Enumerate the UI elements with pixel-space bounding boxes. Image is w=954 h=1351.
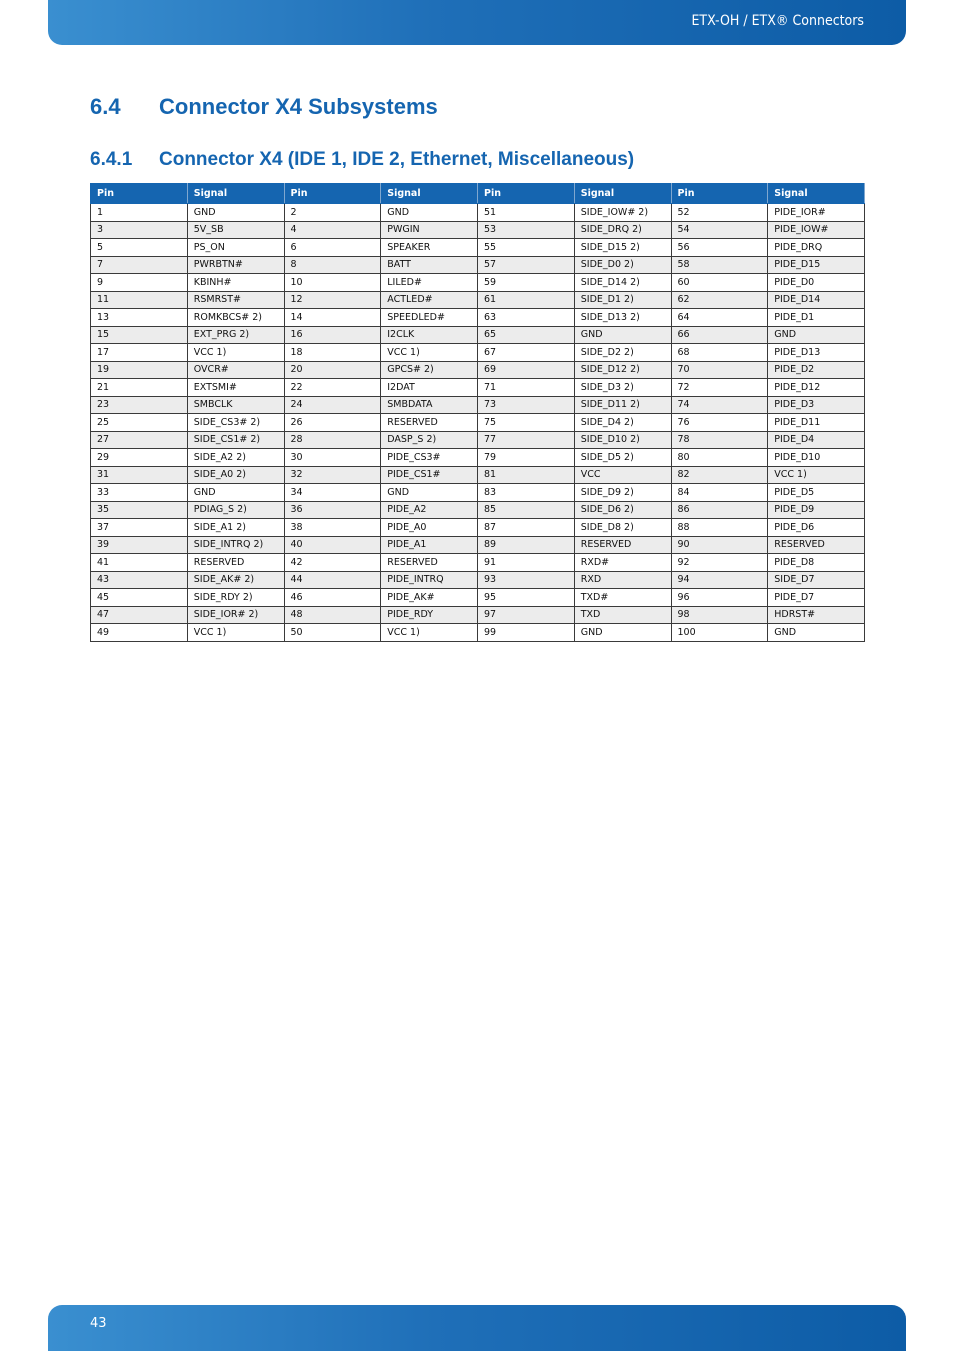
pin-number-cell: 8 xyxy=(284,256,381,274)
pin-number-cell: 75 xyxy=(478,414,575,432)
signal-name-cell: GND xyxy=(381,204,478,222)
signal-name-cell: GPCS# 2) xyxy=(381,361,478,379)
pin-number-cell: 16 xyxy=(284,326,381,344)
pin-number-cell: 22 xyxy=(284,379,381,397)
pin-number-cell: 48 xyxy=(284,606,381,624)
pin-number-cell: 21 xyxy=(91,379,188,397)
signal-name-cell: SIDE_AK# 2) xyxy=(187,571,284,589)
pin-number-cell: 33 xyxy=(91,484,188,502)
pin-number-cell: 7 xyxy=(91,256,188,274)
signal-name-cell: HDRST# xyxy=(768,606,865,624)
signal-name-cell: PDIAG_S 2) xyxy=(187,501,284,519)
pin-number-cell: 5 xyxy=(91,239,188,257)
signal-name-cell: GND xyxy=(768,326,865,344)
table-row xyxy=(91,519,865,537)
signal-name-cell: BATT xyxy=(381,256,478,274)
pin-number-cell: 97 xyxy=(478,606,575,624)
signal-name-cell: PIDE_D1 xyxy=(768,309,865,327)
signal-name-cell: PIDE_CS1# xyxy=(381,466,478,484)
signal-name-cell: VCC xyxy=(574,466,671,484)
signal-name-cell: VCC 1) xyxy=(381,624,478,642)
signal-name-cell: PIDE_D4 xyxy=(768,431,865,449)
subsection-heading xyxy=(90,149,634,171)
subsection-number: 6.4.1 xyxy=(90,149,133,170)
section-heading xyxy=(90,94,438,120)
pin-number-cell: 86 xyxy=(671,501,768,519)
signal-name-cell: SIDE_D13 2) xyxy=(574,309,671,327)
pin-number-cell: 9 xyxy=(91,274,188,292)
pin-number-cell: 36 xyxy=(284,501,381,519)
pin-number-cell: 64 xyxy=(671,309,768,327)
table-row xyxy=(91,624,865,642)
signal-name-cell: PIDE_INTRQ xyxy=(381,571,478,589)
pin-number-cell: 80 xyxy=(671,449,768,467)
pin-number-cell: 14 xyxy=(284,309,381,327)
pin-number-cell: 25 xyxy=(91,414,188,432)
signal-name-cell: SIDE_IOR# 2) xyxy=(187,606,284,624)
signal-name-cell: PIDE_D3 xyxy=(768,396,865,414)
table-row xyxy=(91,396,865,414)
pin-number-cell: 78 xyxy=(671,431,768,449)
signal-name-cell: SIDE_RDY 2) xyxy=(187,589,284,607)
signal-name-cell: SIDE_A0 2) xyxy=(187,466,284,484)
column-header-pin: Pin xyxy=(91,184,188,204)
signal-name-cell: RESERVED xyxy=(381,414,478,432)
pin-number-cell: 10 xyxy=(284,274,381,292)
pin-number-cell: 43 xyxy=(91,571,188,589)
signal-name-cell: OVCR# xyxy=(187,361,284,379)
signal-name-cell: I2CLK xyxy=(381,326,478,344)
pin-number-cell: 27 xyxy=(91,431,188,449)
pin-number-cell: 19 xyxy=(91,361,188,379)
signal-name-cell: SIDE_IOW# 2) xyxy=(574,204,671,222)
pin-number-cell: 34 xyxy=(284,484,381,502)
table-row xyxy=(91,554,865,572)
pin-number-cell: 18 xyxy=(284,344,381,362)
signal-name-cell: SIDE_D3 2) xyxy=(574,379,671,397)
signal-name-cell: PIDE_AK# xyxy=(381,589,478,607)
table-row xyxy=(91,326,865,344)
signal-name-cell: SIDE_CS3# 2) xyxy=(187,414,284,432)
signal-name-cell: SIDE_D15 2) xyxy=(574,239,671,257)
pin-number-cell: 42 xyxy=(284,554,381,572)
signal-name-cell: VCC 1) xyxy=(768,466,865,484)
pin-number-cell: 68 xyxy=(671,344,768,362)
header-title: ETX-OH / ETX® Connectors xyxy=(691,13,864,29)
pin-number-cell: 56 xyxy=(671,239,768,257)
pin-number-cell: 29 xyxy=(91,449,188,467)
signal-name-cell: ROMKBCS# 2) xyxy=(187,309,284,327)
signal-name-cell: PIDE_D9 xyxy=(768,501,865,519)
signal-name-cell: PIDE_D11 xyxy=(768,414,865,432)
pin-number-cell: 72 xyxy=(671,379,768,397)
signal-name-cell: GND xyxy=(381,484,478,502)
pin-number-cell: 11 xyxy=(91,291,188,309)
signal-name-cell: DASP_S 2) xyxy=(381,431,478,449)
signal-name-cell: PIDE_D8 xyxy=(768,554,865,572)
table-row xyxy=(91,484,865,502)
pin-number-cell: 45 xyxy=(91,589,188,607)
pin-number-cell: 91 xyxy=(478,554,575,572)
pin-number-cell: 82 xyxy=(671,466,768,484)
pin-number-cell: 17 xyxy=(91,344,188,362)
signal-name-cell: SIDE_D14 2) xyxy=(574,274,671,292)
signal-name-cell: VCC 1) xyxy=(381,344,478,362)
pin-number-cell: 71 xyxy=(478,379,575,397)
table-row xyxy=(91,256,865,274)
table-row xyxy=(91,606,865,624)
signal-name-cell: PIDE_D12 xyxy=(768,379,865,397)
pin-number-cell: 59 xyxy=(478,274,575,292)
signal-name-cell: TXD# xyxy=(574,589,671,607)
table-row xyxy=(91,449,865,467)
pin-number-cell: 6 xyxy=(284,239,381,257)
pin-number-cell: 13 xyxy=(91,309,188,327)
signal-name-cell: PIDE_A1 xyxy=(381,536,478,554)
signal-name-cell: GND xyxy=(187,484,284,502)
signal-name-cell: SIDE_DRQ 2) xyxy=(574,221,671,239)
signal-name-cell: PIDE_D7 xyxy=(768,589,865,607)
page-header xyxy=(48,0,906,45)
table-row xyxy=(91,309,865,327)
pin-number-cell: 58 xyxy=(671,256,768,274)
pin-number-cell: 1 xyxy=(91,204,188,222)
pin-number-cell: 87 xyxy=(478,519,575,537)
pin-number-cell: 84 xyxy=(671,484,768,502)
pin-number-cell: 77 xyxy=(478,431,575,449)
signal-name-cell: LILED# xyxy=(381,274,478,292)
pin-number-cell: 65 xyxy=(478,326,575,344)
signal-name-cell: GND xyxy=(574,326,671,344)
pin-number-cell: 49 xyxy=(91,624,188,642)
signal-name-cell: RESERVED xyxy=(381,554,478,572)
signal-name-cell: SIDE_A1 2) xyxy=(187,519,284,537)
pin-number-cell: 81 xyxy=(478,466,575,484)
signal-name-cell: RESERVED xyxy=(187,554,284,572)
table-row xyxy=(91,536,865,554)
column-header-pin: Pin xyxy=(478,184,575,204)
pin-number-cell: 55 xyxy=(478,239,575,257)
pin-number-cell: 39 xyxy=(91,536,188,554)
signal-name-cell: SIDE_D12 2) xyxy=(574,361,671,379)
table-row xyxy=(91,291,865,309)
signal-name-cell: PIDE_D14 xyxy=(768,291,865,309)
pin-number-cell: 60 xyxy=(671,274,768,292)
signal-name-cell: PIDE_D2 xyxy=(768,361,865,379)
signal-name-cell: EXT_PRG 2) xyxy=(187,326,284,344)
signal-name-cell: RXD xyxy=(574,571,671,589)
signal-name-cell: PS_ON xyxy=(187,239,284,257)
signal-name-cell: PIDE_IOR# xyxy=(768,204,865,222)
signal-name-cell: SIDE_CS1# 2) xyxy=(187,431,284,449)
pin-number-cell: 93 xyxy=(478,571,575,589)
pin-number-cell: 73 xyxy=(478,396,575,414)
signal-name-cell: PIDE_IOW# xyxy=(768,221,865,239)
pin-number-cell: 23 xyxy=(91,396,188,414)
table-row xyxy=(91,379,865,397)
pin-number-cell: 24 xyxy=(284,396,381,414)
signal-name-cell: RXD# xyxy=(574,554,671,572)
pin-number-cell: 85 xyxy=(478,501,575,519)
signal-name-cell: PIDE_A0 xyxy=(381,519,478,537)
pin-number-cell: 31 xyxy=(91,466,188,484)
signal-name-cell: PIDE_D15 xyxy=(768,256,865,274)
signal-name-cell: RESERVED xyxy=(768,536,865,554)
signal-name-cell: SIDE_D9 2) xyxy=(574,484,671,502)
pin-number-cell: 44 xyxy=(284,571,381,589)
pin-number-cell: 61 xyxy=(478,291,575,309)
table-row xyxy=(91,344,865,362)
signal-name-cell: PIDE_D10 xyxy=(768,449,865,467)
signal-name-cell: TXD xyxy=(574,606,671,624)
pin-number-cell: 76 xyxy=(671,414,768,432)
pin-number-cell: 66 xyxy=(671,326,768,344)
signal-name-cell: PIDE_DRQ xyxy=(768,239,865,257)
pin-number-cell: 70 xyxy=(671,361,768,379)
signal-name-cell: VCC 1) xyxy=(187,344,284,362)
signal-name-cell: SIDE_INTRQ 2) xyxy=(187,536,284,554)
signal-name-cell: PWRBTN# xyxy=(187,256,284,274)
pin-number-cell: 95 xyxy=(478,589,575,607)
signal-name-cell: SIDE_D4 2) xyxy=(574,414,671,432)
pin-number-cell: 92 xyxy=(671,554,768,572)
signal-name-cell: EXTSMI# xyxy=(187,379,284,397)
signal-name-cell: SIDE_D1 2) xyxy=(574,291,671,309)
signal-name-cell: PIDE_D0 xyxy=(768,274,865,292)
signal-name-cell: GND xyxy=(187,204,284,222)
pin-number-cell: 28 xyxy=(284,431,381,449)
pin-number-cell: 50 xyxy=(284,624,381,642)
signal-name-cell: SIDE_D8 2) xyxy=(574,519,671,537)
pin-number-cell: 3 xyxy=(91,221,188,239)
signal-name-cell: SIDE_D6 2) xyxy=(574,501,671,519)
pin-number-cell: 30 xyxy=(284,449,381,467)
pin-number-cell: 12 xyxy=(284,291,381,309)
pin-number-cell: 94 xyxy=(671,571,768,589)
column-header-signal: Signal xyxy=(381,184,478,204)
table-row xyxy=(91,361,865,379)
pin-number-cell: 69 xyxy=(478,361,575,379)
table-row xyxy=(91,221,865,239)
table-row xyxy=(91,466,865,484)
signal-name-cell: PWGIN xyxy=(381,221,478,239)
table-row xyxy=(91,501,865,519)
signal-name-cell: GND xyxy=(768,624,865,642)
column-header-pin: Pin xyxy=(284,184,381,204)
page-footer xyxy=(48,1305,906,1351)
signal-name-cell: RESERVED xyxy=(574,536,671,554)
pin-number-cell: 2 xyxy=(284,204,381,222)
pin-number-cell: 46 xyxy=(284,589,381,607)
pin-number-cell: 63 xyxy=(478,309,575,327)
table-row xyxy=(91,204,865,222)
signal-name-cell: SIDE_D0 2) xyxy=(574,256,671,274)
signal-name-cell: SMBCLK xyxy=(187,396,284,414)
signal-name-cell: KBINH# xyxy=(187,274,284,292)
table-row xyxy=(91,274,865,292)
pin-number-cell: 89 xyxy=(478,536,575,554)
pin-number-cell: 100 xyxy=(671,624,768,642)
pin-number-cell: 79 xyxy=(478,449,575,467)
pin-number-cell: 4 xyxy=(284,221,381,239)
pin-assignment-table xyxy=(90,183,865,642)
column-header-pin: Pin xyxy=(671,184,768,204)
signal-name-cell: SIDE_D5 2) xyxy=(574,449,671,467)
pin-number-cell: 37 xyxy=(91,519,188,537)
pin-number-cell: 41 xyxy=(91,554,188,572)
table-body xyxy=(91,204,865,642)
page-number: 43 xyxy=(90,1316,107,1331)
table-row xyxy=(91,589,865,607)
table-header-row xyxy=(91,184,865,204)
signal-name-cell: SIDE_D2 2) xyxy=(574,344,671,362)
pin-number-cell: 98 xyxy=(671,606,768,624)
signal-name-cell: ACTLED# xyxy=(381,291,478,309)
pin-number-cell: 53 xyxy=(478,221,575,239)
pin-number-cell: 51 xyxy=(478,204,575,222)
section-number: 6.4 xyxy=(90,94,121,119)
signal-name-cell: SIDE_D7 xyxy=(768,571,865,589)
table-row xyxy=(91,414,865,432)
table-row xyxy=(91,571,865,589)
pin-number-cell: 74 xyxy=(671,396,768,414)
column-header-signal: Signal xyxy=(768,184,865,204)
pin-number-cell: 38 xyxy=(284,519,381,537)
signal-name-cell: SMBDATA xyxy=(381,396,478,414)
signal-name-cell: PIDE_A2 xyxy=(381,501,478,519)
pin-number-cell: 57 xyxy=(478,256,575,274)
pin-number-cell: 32 xyxy=(284,466,381,484)
pin-number-cell: 62 xyxy=(671,291,768,309)
pin-number-cell: 96 xyxy=(671,589,768,607)
pin-number-cell: 90 xyxy=(671,536,768,554)
pin-number-cell: 83 xyxy=(478,484,575,502)
signal-name-cell: PIDE_RDY xyxy=(381,606,478,624)
signal-name-cell: VCC 1) xyxy=(187,624,284,642)
column-header-signal: Signal xyxy=(187,184,284,204)
signal-name-cell: SIDE_D11 2) xyxy=(574,396,671,414)
section-title: Connector X4 Subsystems xyxy=(159,94,438,119)
signal-name-cell: 5V_SB xyxy=(187,221,284,239)
pin-number-cell: 54 xyxy=(671,221,768,239)
pin-number-cell: 99 xyxy=(478,624,575,642)
table-row xyxy=(91,431,865,449)
signal-name-cell: PIDE_D13 xyxy=(768,344,865,362)
signal-name-cell: I2DAT xyxy=(381,379,478,397)
signal-name-cell: SPEAKER xyxy=(381,239,478,257)
pin-number-cell: 52 xyxy=(671,204,768,222)
signal-name-cell: SIDE_D10 2) xyxy=(574,431,671,449)
pin-number-cell: 47 xyxy=(91,606,188,624)
signal-name-cell: SIDE_A2 2) xyxy=(187,449,284,467)
subsection-title: Connector X4 (IDE 1, IDE 2, Ethernet, Miscellaneous) xyxy=(159,149,635,170)
pin-number-cell: 40 xyxy=(284,536,381,554)
column-header-signal: Signal xyxy=(574,184,671,204)
pin-number-cell: 35 xyxy=(91,501,188,519)
pin-number-cell: 26 xyxy=(284,414,381,432)
pin-number-cell: 20 xyxy=(284,361,381,379)
pin-number-cell: 88 xyxy=(671,519,768,537)
pin-number-cell: 67 xyxy=(478,344,575,362)
signal-name-cell: PIDE_D6 xyxy=(768,519,865,537)
pin-number-cell: 15 xyxy=(91,326,188,344)
signal-name-cell: PIDE_CS3# xyxy=(381,449,478,467)
table-row xyxy=(91,239,865,257)
signal-name-cell: PIDE_D5 xyxy=(768,484,865,502)
signal-name-cell: SPEEDLED# xyxy=(381,309,478,327)
signal-name-cell: RSMRST# xyxy=(187,291,284,309)
signal-name-cell: GND xyxy=(574,624,671,642)
